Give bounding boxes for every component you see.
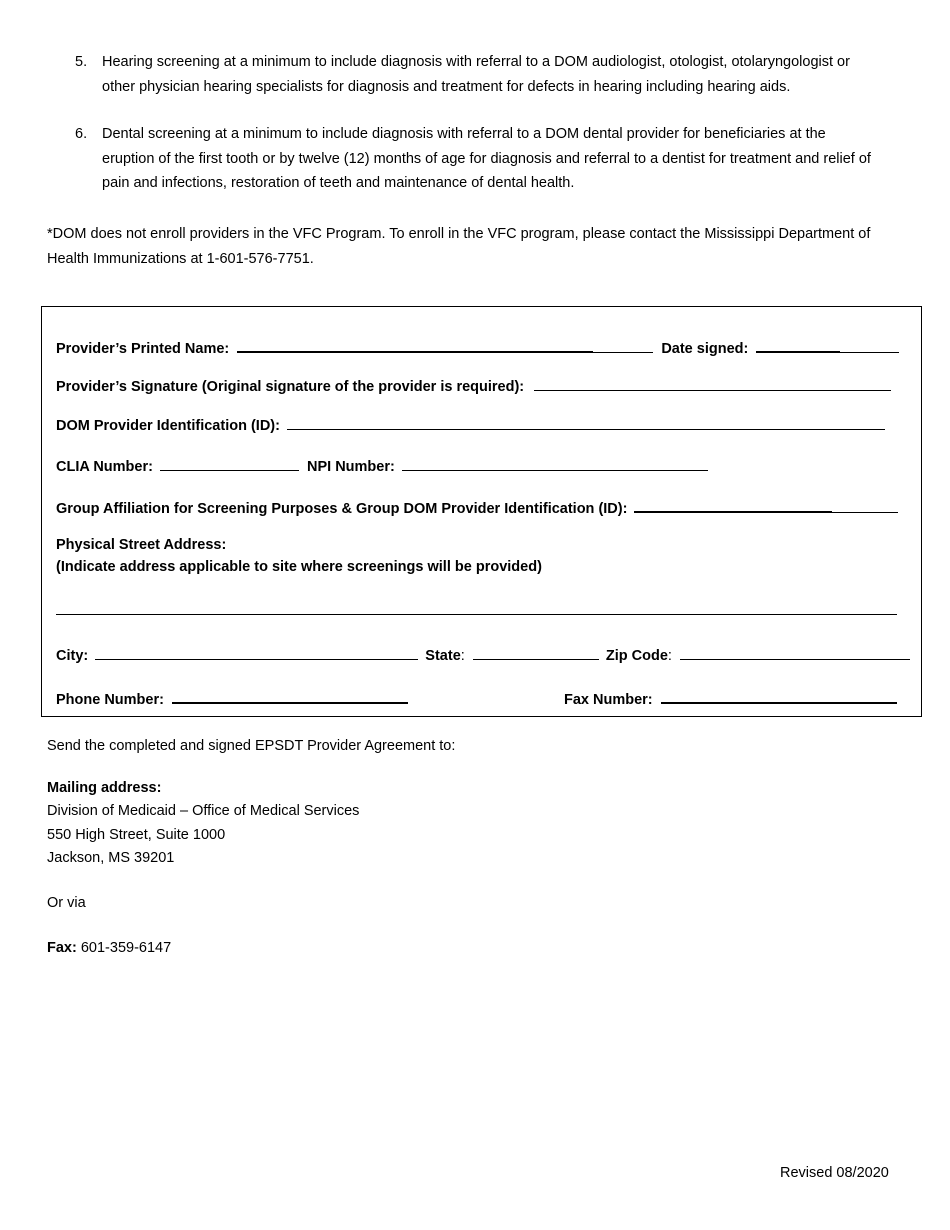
fax-value: 601-359-6147 <box>76 940 172 956</box>
state-colon: : <box>460 648 465 664</box>
phone-label: Phone Number: <box>56 692 164 708</box>
mailing-line-3: Jackson, MS 39201 <box>47 850 175 866</box>
vfc-note: *DOM does not enroll providers in the VFC Program. To enroll in the VFC program, please contact the Mississippi Department of Health Immunizations at 1-601-576-7751. <box>47 226 871 267</box>
provider-id-label: DOM Provider Identification (ID): <box>56 418 280 434</box>
address-note: (Indicate address applicable to site where screenings will be provided) <box>56 559 542 575</box>
or-via: Or via <box>47 895 86 911</box>
send-instructions: Send the completed and signed EPSDT Provider Agreement to: <box>47 738 456 754</box>
provider-id-row <box>56 415 885 434</box>
city-label: City: <box>56 648 89 664</box>
group-label: Group Affiliation for Screening Purposes & Group DOM Provider Identification (ID): <box>56 501 628 517</box>
clia-npi-row <box>56 456 708 475</box>
list-number: 6. <box>75 126 88 142</box>
fax-info <box>47 940 171 956</box>
clia-field[interactable] <box>160 456 299 471</box>
npi-field[interactable] <box>402 456 708 471</box>
clia-label: CLIA Number: <box>56 459 153 475</box>
printed-name-field-ext[interactable] <box>593 338 653 353</box>
state-field[interactable] <box>473 645 599 660</box>
list-text: Dental screening at a minimum to include diagnosis with referral to a DOM dental provider for beneficiaries at the eruption of the first tooth or by twelve (12) months of age for diagnosis and referral to a dentist for treatment and relief of pain and infections, restoration of teeth and maintenance of dental health. <box>102 126 871 191</box>
signature-field[interactable] <box>534 376 891 391</box>
zip-field[interactable] <box>680 645 910 660</box>
fax-label: Fax: <box>47 940 77 956</box>
npi-label: NPI Number: <box>307 459 395 475</box>
list-text: Hearing screening at a minimum to include diagnosis with referral to a DOM audiologist, otologist, otolaryngologist or other physician hearing specialists for diagnosis and treatment for defects in hearing including hearing aids. <box>102 54 850 95</box>
state-label: State <box>425 648 461 664</box>
fax-number-label: Fax Number: <box>564 692 653 708</box>
zip-colon: : <box>667 648 672 664</box>
printed-name-label: Provider’s Printed Name: <box>56 341 230 357</box>
fax-row <box>564 688 897 708</box>
phone-field[interactable] <box>172 688 408 704</box>
mailing-line-1: Division of Medicaid – Office of Medical Services <box>47 803 360 819</box>
date-signed-label: Date signed: <box>661 341 749 357</box>
signature-row <box>56 376 891 395</box>
list-number: 5. <box>75 54 88 70</box>
city-state-zip-row <box>56 645 910 664</box>
group-field[interactable] <box>634 497 832 513</box>
city-field[interactable] <box>95 645 418 660</box>
provider-id-field[interactable] <box>287 415 885 430</box>
fax-number-field[interactable] <box>661 688 897 704</box>
date-signed-field[interactable] <box>756 337 840 353</box>
address-label: Physical Street Address: <box>56 537 227 553</box>
zip-label: Zip Code <box>605 648 668 664</box>
printed-name-row <box>56 337 899 357</box>
phone-row <box>56 688 408 708</box>
mailing-line-2: 550 High Street, Suite 1000 <box>47 827 226 843</box>
address-field[interactable] <box>56 614 897 615</box>
mailing-address-label: Mailing address: <box>47 780 162 796</box>
group-row <box>56 497 898 517</box>
revised-date: Revised 08/2020 <box>780 1165 889 1181</box>
date-signed-field-ext[interactable] <box>840 338 899 353</box>
group-field-ext[interactable] <box>832 498 898 513</box>
printed-name-field[interactable] <box>237 337 593 353</box>
signature-label: Provider’s Signature (Original signature of the provider is required): <box>56 379 525 395</box>
